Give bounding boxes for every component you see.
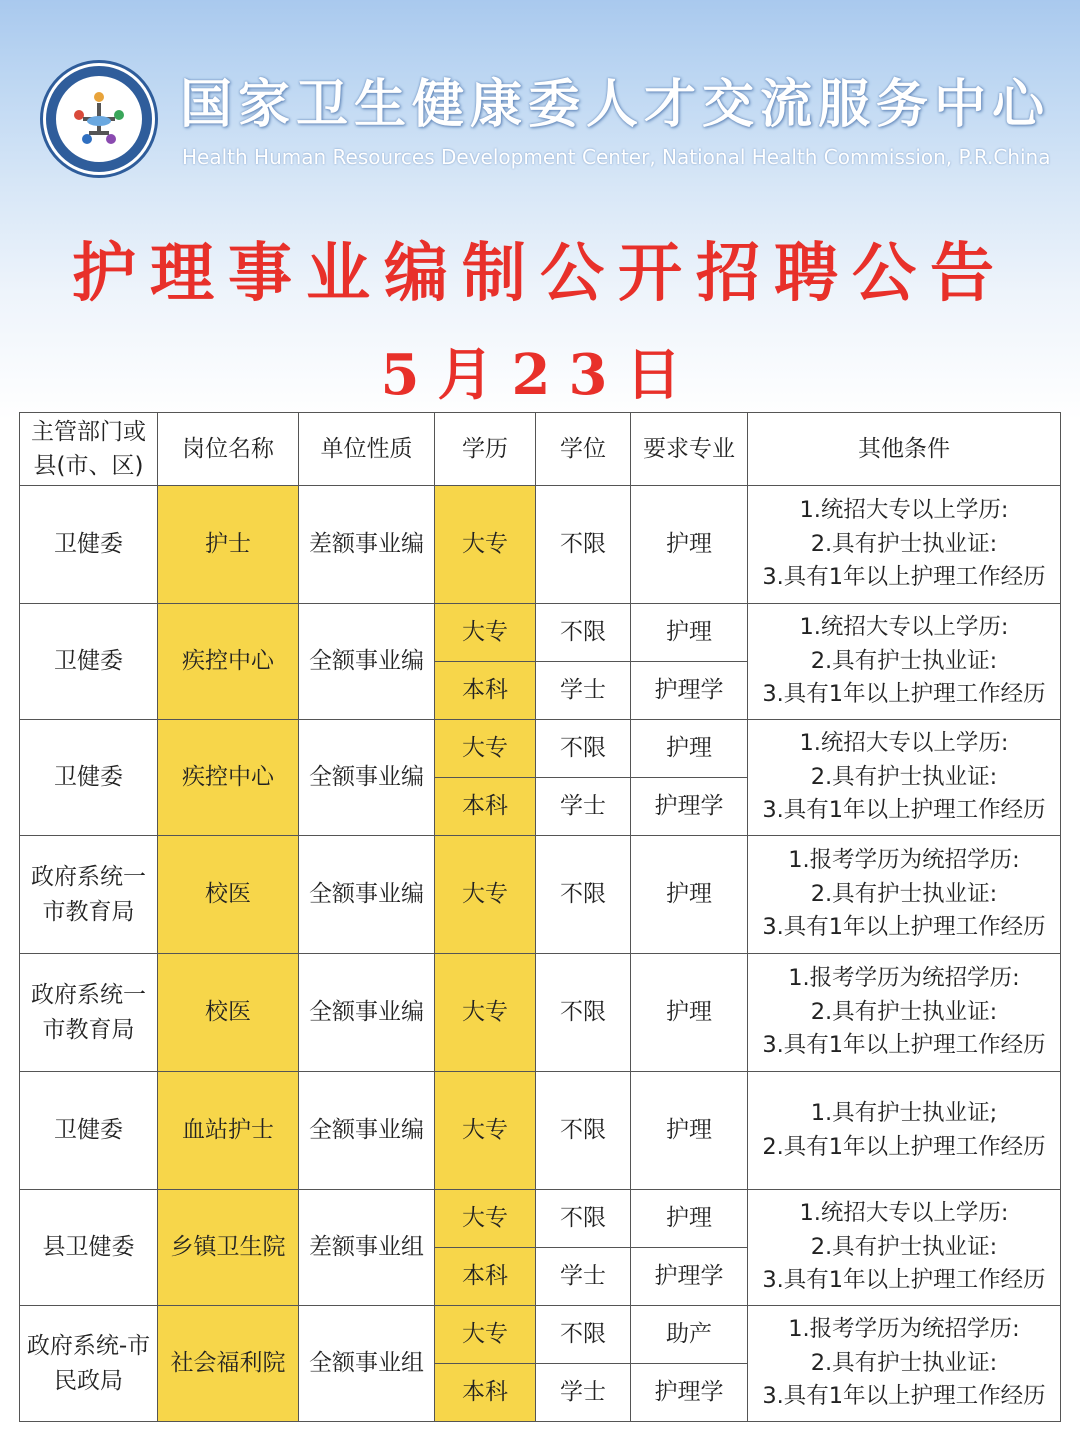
cell-nature: 全额事业编 bbox=[299, 720, 435, 836]
cell-post: 疾控中心 bbox=[158, 604, 299, 720]
condition-line: 2.具有护士执业证: bbox=[810, 880, 998, 907]
cell-conditions bbox=[748, 1190, 1061, 1306]
cell-degree: 不限 bbox=[536, 720, 631, 778]
cell-major: 护理 bbox=[631, 1190, 748, 1248]
condition-line: 1.报考学历为统招学历: bbox=[788, 1315, 1020, 1342]
cell-degree: 不限 bbox=[536, 1306, 631, 1364]
cell-nature: 全额事业编 bbox=[299, 954, 435, 1072]
header-edu: 学历 bbox=[435, 413, 536, 486]
cell-edu: 大专 bbox=[435, 836, 536, 954]
condition-line: 2.具有护士执业证: bbox=[810, 763, 998, 790]
cell-dept: 政府系统-市民政局 bbox=[20, 1306, 158, 1422]
cell-post: 血站护士 bbox=[158, 1072, 299, 1190]
condition-line: 3.具有1年以上护理工作经历 bbox=[762, 914, 1046, 941]
cell-nature: 全额事业编 bbox=[299, 836, 435, 954]
condition-line: 3.具有1年以上护理工作经历 bbox=[762, 681, 1046, 708]
condition-line: 1.具有护士执业证; bbox=[810, 1099, 998, 1126]
org-name-cn: 国家卫生健康委人才交流服务中心 bbox=[180, 75, 1051, 135]
condition-line: 2.具有护士执业证: bbox=[810, 647, 998, 674]
cell-major: 护理学 bbox=[631, 1248, 748, 1306]
cell-major: 护理学 bbox=[631, 662, 748, 720]
table-row bbox=[20, 1190, 1061, 1248]
cell-nature: 全额事业组 bbox=[299, 1306, 435, 1422]
cell-major: 助产 bbox=[631, 1306, 748, 1364]
cell-dept: 卫健委 bbox=[20, 486, 158, 604]
condition-line: 3.具有1年以上护理工作经历 bbox=[762, 1032, 1046, 1059]
table-row bbox=[20, 1072, 1061, 1190]
cell-edu: 大专 bbox=[435, 954, 536, 1072]
condition-line: 1.统招大专以上学历: bbox=[799, 613, 1009, 640]
cell-degree: 不限 bbox=[536, 604, 631, 662]
table-row bbox=[20, 604, 1061, 662]
table-header-row bbox=[20, 413, 1061, 486]
cell-major: 护理 bbox=[631, 720, 748, 778]
cell-post: 校医 bbox=[158, 836, 299, 954]
cell-conditions bbox=[748, 486, 1061, 604]
cell-major: 护理学 bbox=[631, 1364, 748, 1422]
cell-dept: 卫健委 bbox=[20, 604, 158, 720]
header-post: 岗位名称 bbox=[158, 413, 299, 486]
cell-degree: 学士 bbox=[536, 1364, 631, 1422]
cell-post: 校医 bbox=[158, 954, 299, 1072]
condition-line: 2.具有护士执业证: bbox=[810, 530, 998, 557]
cell-post: 疾控中心 bbox=[158, 720, 299, 836]
condition-line: 1.报考学历为统招学历: bbox=[788, 964, 1020, 991]
header-major: 要求专业 bbox=[631, 413, 748, 486]
cell-degree: 不限 bbox=[536, 1072, 631, 1190]
condition-line: 1.报考学历为统招学历: bbox=[788, 846, 1020, 873]
cell-major: 护理 bbox=[631, 1072, 748, 1190]
table-row bbox=[20, 1306, 1061, 1364]
cell-edu: 大专 bbox=[435, 720, 536, 778]
cell-degree: 学士 bbox=[536, 662, 631, 720]
condition-line: 1.统招大专以上学历: bbox=[799, 1199, 1009, 1226]
cell-conditions bbox=[748, 604, 1061, 720]
cell-edu: 大专 bbox=[435, 1072, 536, 1190]
condition-line: 3.具有1年以上护理工作经历 bbox=[762, 797, 1046, 824]
cell-conditions bbox=[748, 720, 1061, 836]
cell-major: 护理 bbox=[631, 604, 748, 662]
cell-major: 护理学 bbox=[631, 778, 748, 836]
cell-conditions bbox=[748, 954, 1061, 1072]
cell-nature: 差额事业编 bbox=[299, 486, 435, 604]
cell-dept: 卫健委 bbox=[20, 1072, 158, 1190]
condition-line: 1.统招大专以上学历: bbox=[799, 729, 1009, 756]
cell-dept: 县卫健委 bbox=[20, 1190, 158, 1306]
cell-edu: 本科 bbox=[435, 1248, 536, 1306]
org-name-en: Health Human Resources Development Center, National Health Commission, P.R.China bbox=[182, 145, 1051, 169]
cell-degree: 学士 bbox=[536, 778, 631, 836]
cell-edu: 本科 bbox=[435, 1364, 536, 1422]
header-other: 其他条件 bbox=[748, 413, 1061, 486]
cell-post: 社会福利院 bbox=[158, 1306, 299, 1422]
condition-line: 1.统招大专以上学历: bbox=[799, 496, 1009, 523]
cell-conditions bbox=[748, 1306, 1061, 1422]
condition-line: 3.具有1年以上护理工作经历 bbox=[762, 1383, 1046, 1410]
cell-dept: 政府系统一市教育局 bbox=[20, 954, 158, 1072]
cell-nature: 全额事业编 bbox=[299, 1072, 435, 1190]
condition-line: 2.具有1年以上护理工作经历 bbox=[762, 1133, 1046, 1160]
health-commission-logo-icon bbox=[40, 60, 158, 178]
cell-nature: 差额事业组 bbox=[299, 1190, 435, 1306]
condition-line: 2.具有护士执业证: bbox=[810, 1233, 998, 1260]
header-nature: 单位性质 bbox=[299, 413, 435, 486]
announcement-title: 护理事业编制公开招聘公告 bbox=[72, 236, 1008, 311]
cell-major: 护理 bbox=[631, 954, 748, 1072]
condition-line: 3.具有1年以上护理工作经历 bbox=[762, 1267, 1046, 1294]
cell-edu: 大专 bbox=[435, 486, 536, 604]
cell-edu: 大专 bbox=[435, 1306, 536, 1364]
cell-major: 护理 bbox=[631, 486, 748, 604]
cell-nature: 全额事业编 bbox=[299, 604, 435, 720]
cell-dept: 政府系统一市教育局 bbox=[20, 836, 158, 954]
cell-edu: 大专 bbox=[435, 604, 536, 662]
cell-degree: 学士 bbox=[536, 1248, 631, 1306]
recruitment-table bbox=[19, 412, 1061, 1422]
header-degree: 学位 bbox=[536, 413, 631, 486]
table-body bbox=[20, 486, 1061, 1422]
condition-line: 2.具有护士执业证: bbox=[810, 1349, 998, 1376]
cell-edu: 大专 bbox=[435, 1190, 536, 1248]
table-row bbox=[20, 954, 1061, 1072]
announcement-date: 5月23日 bbox=[380, 342, 700, 408]
cell-conditions bbox=[748, 836, 1061, 954]
header-dept: 主管部门或县(市、区) bbox=[20, 413, 158, 486]
cell-edu: 本科 bbox=[435, 662, 536, 720]
cell-degree: 不限 bbox=[536, 1190, 631, 1248]
cell-edu: 本科 bbox=[435, 778, 536, 836]
table-row bbox=[20, 486, 1061, 604]
cell-conditions bbox=[748, 1072, 1061, 1190]
condition-line: 2.具有护士执业证: bbox=[810, 998, 998, 1025]
condition-line: 3.具有1年以上护理工作经历 bbox=[762, 564, 1046, 591]
cell-post: 护士 bbox=[158, 486, 299, 604]
table-row bbox=[20, 836, 1061, 954]
table-row bbox=[20, 720, 1061, 778]
cell-dept: 卫健委 bbox=[20, 720, 158, 836]
cell-major: 护理 bbox=[631, 836, 748, 954]
cell-post: 乡镇卫生院 bbox=[158, 1190, 299, 1306]
cell-degree: 不限 bbox=[536, 486, 631, 604]
cell-degree: 不限 bbox=[536, 954, 631, 1072]
cell-degree: 不限 bbox=[536, 836, 631, 954]
